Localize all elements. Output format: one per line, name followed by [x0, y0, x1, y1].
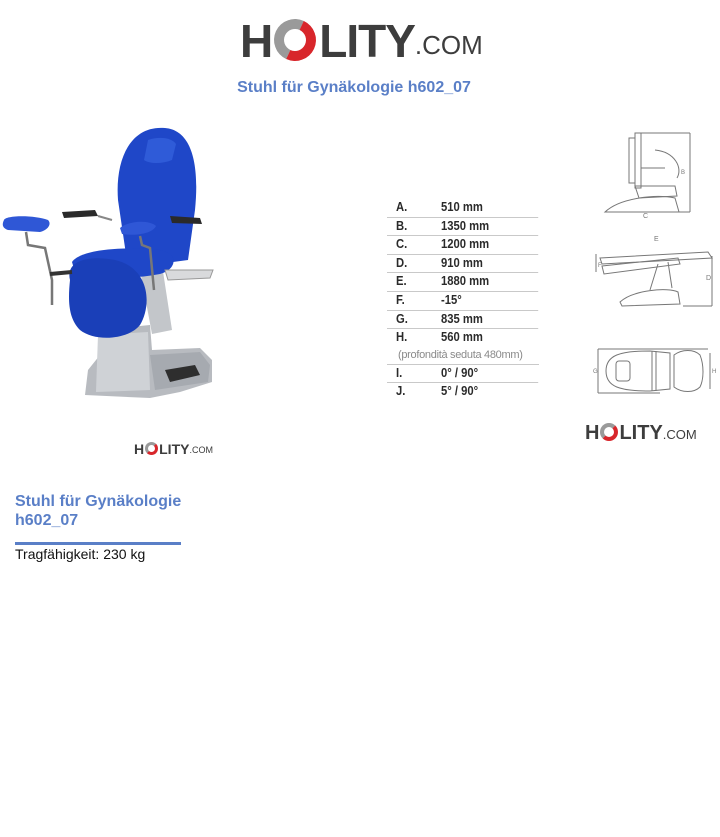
spec-row — [387, 218, 538, 237]
watermark-letter-h: H — [134, 441, 145, 457]
gynecology-chair-illustration — [0, 120, 240, 410]
logo-ring-icon — [268, 13, 322, 67]
diagram-label-c: C — [643, 213, 649, 218]
spec-value: 835 mm — [441, 311, 483, 326]
watermark-letters: LITY — [619, 422, 663, 444]
spec-key: G. — [396, 311, 408, 326]
logo-suffix: .COM — [414, 30, 483, 60]
spec-row — [387, 292, 538, 311]
spec-key: B. — [396, 218, 408, 233]
diagram-label-f: F — [598, 263, 602, 269]
seat-depth-note: (profondità seduta 480mm) — [387, 347, 539, 365]
spec-value: 1350 mm — [441, 218, 490, 233]
spec-value: -15° — [441, 292, 462, 307]
spec-row — [387, 255, 538, 274]
spec-row — [387, 365, 538, 384]
product-image — [0, 120, 240, 410]
spec-key: E. — [396, 274, 407, 289]
dimensions-table — [387, 199, 539, 401]
diagram-label-h: H — [712, 369, 717, 375]
spec-value: 510 mm — [441, 200, 483, 214]
spec-key: D. — [396, 255, 408, 270]
logo-ring-icon — [600, 423, 618, 441]
spec-value: 1880 mm — [441, 274, 490, 289]
spec-value: 1200 mm — [441, 237, 490, 252]
spec-value: 5° / 90° — [441, 384, 479, 399]
spec-key: I. — [396, 365, 403, 380]
reclined-view-diagram — [588, 232, 720, 312]
spec-row — [387, 199, 538, 218]
page-title: Stuhl für Gynäkologie h602_07 — [237, 79, 471, 96]
spec-row — [387, 383, 538, 401]
spec-value: 560 mm — [441, 330, 483, 345]
watermark-suffix: .COM — [189, 445, 213, 455]
spec-row — [387, 311, 538, 330]
spec-key: A. — [396, 200, 408, 214]
diagram-label-d: D — [706, 275, 712, 282]
load-capacity: Tragfähigkeit: 230 kg — [15, 546, 146, 562]
logo-ring-icon — [145, 442, 158, 455]
specs-image-watermark — [585, 423, 697, 443]
spec-row — [387, 273, 538, 292]
logo-letter-h: H — [240, 15, 273, 67]
spec-value: 0° / 90° — [441, 365, 479, 380]
watermark-letters: LITY — [159, 441, 190, 457]
title-divider — [15, 542, 181, 545]
diagram-label-g: G — [593, 369, 598, 375]
spec-key: J. — [396, 384, 406, 399]
watermark-letter-h: H — [585, 422, 600, 444]
product-image-watermark — [134, 442, 213, 456]
logo-letters: LITY — [319, 15, 415, 67]
spec-value: 910 mm — [441, 255, 483, 270]
spec-key: H. — [396, 330, 408, 345]
watermark-suffix: .COM — [662, 427, 697, 442]
spec-row — [387, 329, 538, 347]
spec-row — [387, 236, 538, 255]
side-view-diagram — [595, 128, 720, 218]
top-view-diagram — [590, 343, 720, 398]
diagram-label-b: B — [681, 170, 686, 176]
product-title: Stuhl für Gynäkologie h602_07 — [15, 493, 182, 529]
diagram-label-e: E — [654, 236, 659, 243]
holity-logo[interactable] — [240, 12, 483, 67]
spec-key: F. — [396, 292, 405, 307]
spec-key: C. — [396, 237, 408, 252]
